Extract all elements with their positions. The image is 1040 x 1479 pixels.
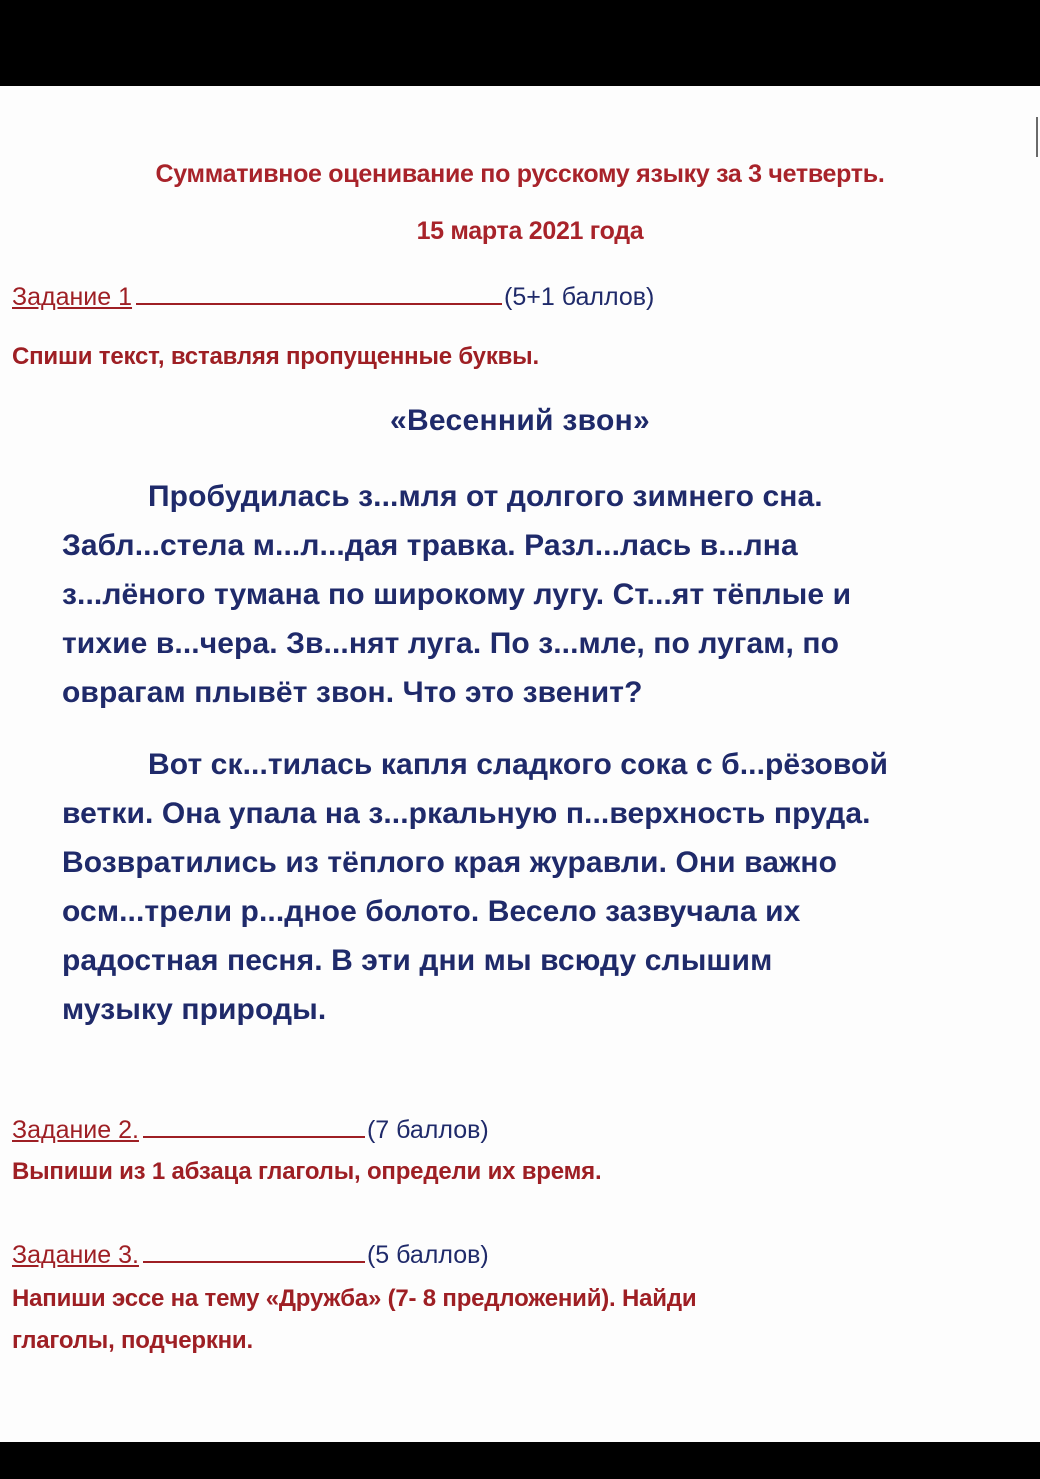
task3-underline-blank [143,1260,365,1263]
page-edge-mark [1036,117,1038,157]
story-paragraph-2 [62,740,1022,1034]
task3-instruction-line-1: Напиши эссе на тему «Дружба» (7- 8 предложений). Найди [12,1285,697,1312]
task2-underline-blank [143,1135,365,1138]
paragraph-line: осм...трели р...дное болото. Весело зазвучала их [62,895,801,928]
paragraph-line: радостная песня. В эти дни мы всюду слышим [62,944,773,977]
story-paragraph-1 [62,472,1022,717]
paragraph-line: Пробудилась з...мля от долгого зимнего сна. [148,480,823,513]
paragraph-line: Возвратились из тёплого края журавли. Они важно [62,846,838,879]
task1-points: (5+1 баллов) [504,283,655,311]
task2-label: Задание 2. [12,1116,139,1144]
top-black-bar [0,0,1040,86]
document-date: 15 марта 2021 года [416,217,644,245]
story-title: «Весенний звон» [389,404,651,437]
document-title: Суммативное оценивание по русскому языку за 3 четверть. [155,160,885,188]
paragraph-line: Вот ск...тилась капля сладкого сока с б...рёзовой [148,748,889,781]
task1-header [12,283,654,312]
task2-header [12,1116,489,1145]
paragraph-line: оврагам плывёт звон. Что это звенит? [62,676,643,709]
task3-label: Задание 3. [12,1241,139,1269]
paragraph-line: з...лёного тумана по широкому лугу. Ст...ят тёплые и [62,578,852,611]
task1-instruction: Спиши текст, вставляя пропущенные буквы. [12,343,539,370]
paragraph-line: ветки. Она упала на з...ркальную п...верхность пруда. [62,797,871,830]
task3-points: (5 баллов) [366,1241,489,1269]
task2-points: (7 баллов) [366,1116,489,1144]
task3-instruction-line-2: глаголы, подчеркни. [12,1327,253,1354]
task3-header [12,1241,489,1270]
task2-instruction: Выпиши из 1 абзаца глаголы, определи их время. [12,1158,602,1185]
paragraph-line: музыку природы. [62,993,327,1026]
task1-underline-blank [136,302,502,305]
bottom-black-bar [0,1442,1040,1479]
task1-label: Задание 1 [12,283,133,311]
paragraph-line: тихие в...чера. Зв...нят луга. По з...мле, по лугам, по [62,627,840,660]
paragraph-line: Забл...стела м...л...дая травка. Разл...лась в...лна [62,529,798,562]
